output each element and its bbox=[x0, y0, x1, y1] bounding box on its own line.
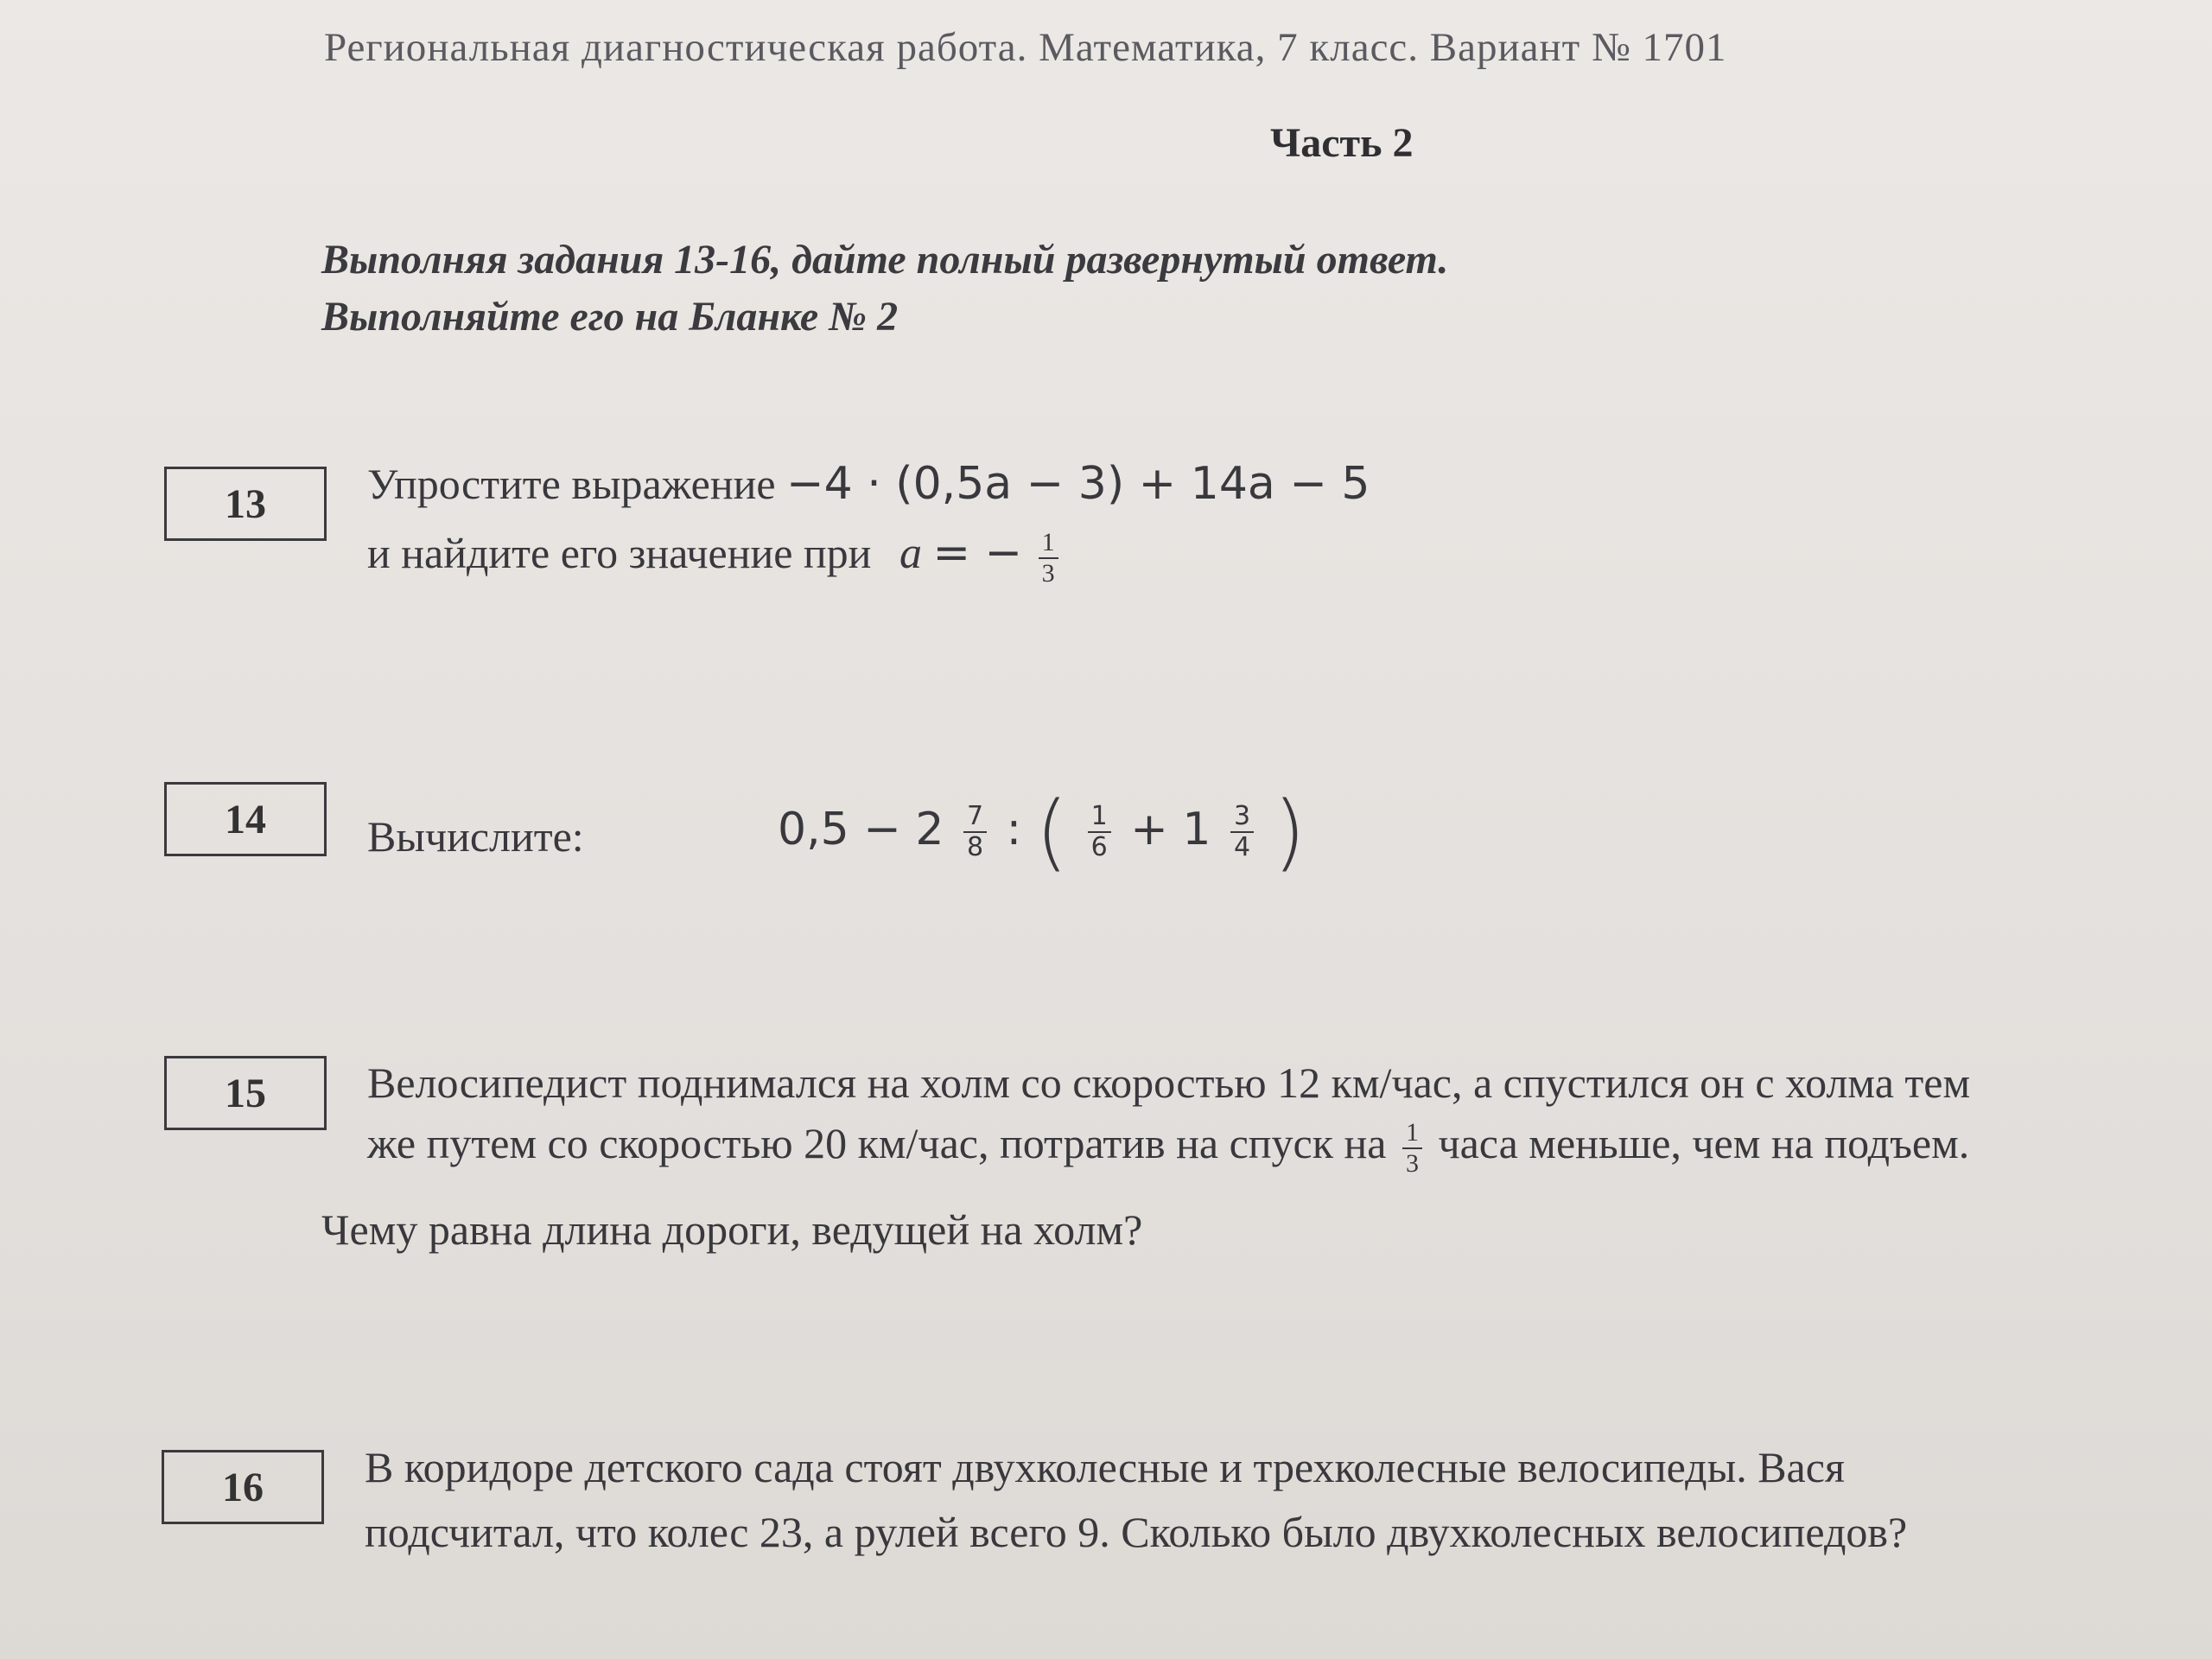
fraction-denominator: 3 bbox=[1405, 1148, 1419, 1178]
task-13-line-2 bbox=[367, 520, 1370, 588]
task-14-plus: + 1 bbox=[1130, 804, 1211, 855]
task-13-variable: a bbox=[899, 529, 922, 578]
task-13-instruction-2: и найдите его значение при bbox=[367, 529, 872, 577]
instructions-line-1: Выполняя задания 13-16, дайте полный развернутый ответ. bbox=[321, 237, 1449, 283]
task-13-value-prefix: = − bbox=[932, 527, 1023, 579]
left-paren: ( bbox=[1035, 784, 1069, 880]
task-14-colon: : bbox=[1006, 804, 1022, 855]
task-15-line-1: Велосипедист поднимался на холм со скоростью 12 км/час, а спустился он с холма тем bbox=[367, 1058, 1971, 1107]
task-15-line-2b: часа меньше, чем на подъем. bbox=[1438, 1119, 1970, 1167]
task-13-fraction bbox=[1039, 528, 1058, 588]
fraction-numerator: 7 bbox=[963, 802, 987, 833]
instructions bbox=[321, 232, 1448, 346]
task-15-fraction bbox=[1402, 1118, 1422, 1179]
fraction-numerator: 1 bbox=[1039, 528, 1058, 559]
task-14-fraction-1 bbox=[963, 802, 987, 862]
task-13-line-1 bbox=[367, 451, 1370, 517]
task-14-label: Вычислите: bbox=[367, 812, 584, 861]
document-header: Региональная диагностическая работа. Математика, 7 класс. Вариант № 1701 bbox=[324, 25, 1727, 70]
fraction-numerator: 1 bbox=[1402, 1118, 1422, 1149]
task-14-fraction-3 bbox=[1230, 802, 1254, 862]
task-13-instruction: Упростите выражение bbox=[367, 460, 776, 508]
fraction-denominator: 4 bbox=[1233, 832, 1251, 862]
fraction-numerator: 3 bbox=[1230, 802, 1254, 833]
task-number-box: 14 bbox=[164, 782, 327, 856]
fraction-numerator: 1 bbox=[1088, 802, 1111, 833]
fraction-denominator: 3 bbox=[1041, 558, 1055, 588]
fraction-denominator: 6 bbox=[1090, 832, 1108, 862]
instructions-line-2: Выполняйте его на Бланке № 2 bbox=[321, 294, 899, 340]
fraction-denominator: 8 bbox=[966, 832, 984, 862]
task-13-text bbox=[367, 451, 1370, 588]
task-15-line-2a: же путем со скоростью 20 км/час, потратив на спуск на bbox=[367, 1119, 1387, 1167]
right-paren: ) bbox=[1273, 784, 1306, 880]
task-14-expression bbox=[778, 778, 1306, 881]
task-15-line-3: Чему равна длина дороги, ведущей на холм? bbox=[321, 1205, 1143, 1254]
task-13-expression: −4 · (0,5a − 3) + 14a − 5 bbox=[786, 458, 1370, 510]
task-16-line-1: В коридоре детского сада стоят двухколесные и трехколесные велосипеды. Вася bbox=[365, 1443, 1845, 1491]
task-16-line-2: подсчитал, что колес 23, а рулей всего 9. Сколько было двухколесных велосипедов? bbox=[365, 1508, 1908, 1556]
task-number-box: 16 bbox=[162, 1450, 324, 1524]
task-number-box: 15 bbox=[164, 1056, 327, 1130]
part-title: Часть 2 bbox=[1270, 120, 1414, 166]
task-15-line-2 bbox=[367, 1110, 1969, 1179]
task-14-expr-a: 0,5 − 2 bbox=[778, 804, 944, 855]
task-number-box: 13 bbox=[164, 467, 327, 541]
task-14-fraction-2 bbox=[1088, 802, 1111, 862]
